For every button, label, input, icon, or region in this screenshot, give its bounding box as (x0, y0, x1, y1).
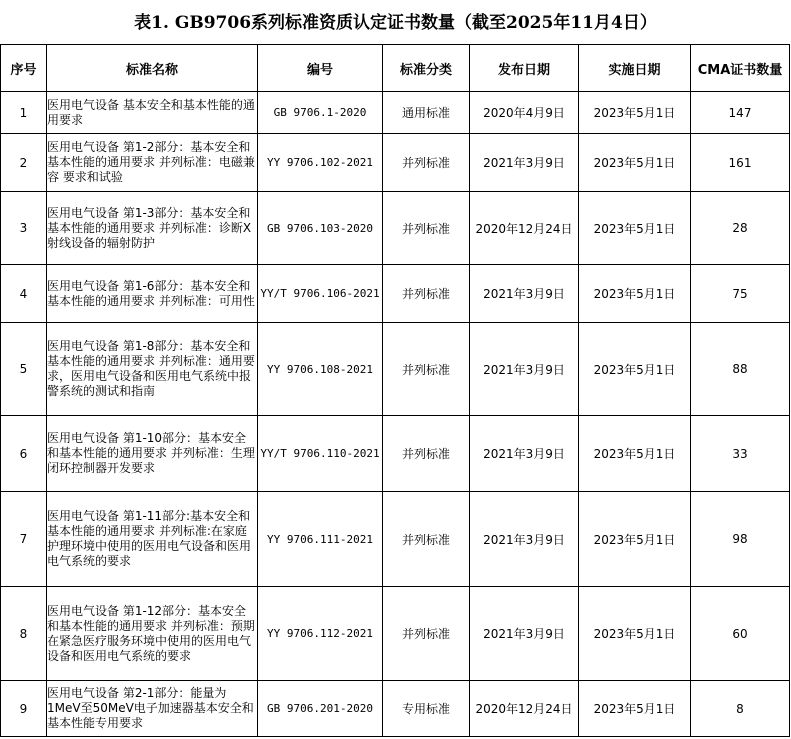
table-row (1, 265, 790, 323)
cell-code: YY 9706.112-2021 (258, 587, 383, 681)
table-row (1, 681, 790, 737)
cell-implement-date: 2023年5月1日 (579, 492, 691, 587)
cell-implement-date: 2023年5月1日 (579, 134, 691, 192)
cell-cma-count: 33 (691, 416, 790, 492)
cell-name: 医用电气设备 第2-1部分：能量为1MeV至50MeV电子加速器基本安全和基本性能专用要求 (47, 681, 258, 737)
cell-category: 并列标准 (383, 192, 470, 265)
standards-table (0, 44, 790, 737)
cell-name: 医用电气设备 第1-3部分：基本安全和基本性能的通用要求 并列标准：诊断X射线设备的辐射防护 (47, 192, 258, 265)
table-row (1, 323, 790, 416)
cell-implement-date: 2023年5月1日 (579, 416, 691, 492)
cell-name: 医用电气设备 第1-12部分：基本安全和基本性能的通用要求 并列标准：预期在紧急医疗服务环境中使用的医用电气设备和医用电气系统的要求 (47, 587, 258, 681)
header-cma-count: CMA证书数量 (691, 45, 790, 92)
header-seq: 序号 (1, 45, 47, 92)
cell-implement-date: 2023年5月1日 (579, 587, 691, 681)
cell-name: 医用电气设备 第1-2部分：基本安全和基本性能的通用要求 并列标准：电磁兼容 要求和试验 (47, 134, 258, 192)
cell-category: 并列标准 (383, 323, 470, 416)
cell-publish-date: 2021年3月9日 (470, 323, 579, 416)
cell-cma-count: 28 (691, 192, 790, 265)
cell-seq: 1 (1, 92, 47, 134)
cell-seq: 5 (1, 323, 47, 416)
header-name: 标准名称 (47, 45, 258, 92)
cell-publish-date: 2021年3月9日 (470, 134, 579, 192)
cell-cma-count: 161 (691, 134, 790, 192)
cell-implement-date: 2023年5月1日 (579, 265, 691, 323)
table-row (1, 416, 790, 492)
cell-seq: 7 (1, 492, 47, 587)
cell-cma-count: 147 (691, 92, 790, 134)
cell-publish-date: 2021年3月9日 (470, 416, 579, 492)
cell-name: 医用电气设备 第1-8部分：基本安全和基本性能的通用要求 并列标准：通用要求，医用电气设备和医用电气系统中报警系统的测试和指南 (47, 323, 258, 416)
cell-publish-date: 2020年12月24日 (470, 681, 579, 737)
header-row (1, 45, 790, 92)
header-implement-date: 实施日期 (579, 45, 691, 92)
cell-category: 并列标准 (383, 587, 470, 681)
cell-publish-date: 2021年3月9日 (470, 587, 579, 681)
cell-seq: 6 (1, 416, 47, 492)
table-title: 表1. GB9706系列标准资质认定证书数量（截至2025年11月4日） (134, 13, 657, 33)
cell-publish-date: 2020年4月9日 (470, 92, 579, 134)
cell-publish-date: 2021年3月9日 (470, 492, 579, 587)
cell-implement-date: 2023年5月1日 (579, 323, 691, 416)
cell-category: 并列标准 (383, 492, 470, 587)
cell-code: YY 9706.111-2021 (258, 492, 383, 587)
header-code: 编号 (258, 45, 383, 92)
table-row (1, 587, 790, 681)
cell-publish-date: 2020年12月24日 (470, 192, 579, 265)
cell-implement-date: 2023年5月1日 (579, 92, 691, 134)
cell-implement-date: 2023年5月1日 (579, 192, 691, 265)
cell-cma-count: 88 (691, 323, 790, 416)
header-publish-date: 发布日期 (470, 45, 579, 92)
cell-implement-date: 2023年5月1日 (579, 681, 691, 737)
header-category: 标准分类 (383, 45, 470, 92)
cell-code: YY/T 9706.106-2021 (258, 265, 383, 323)
cell-name: 医用电气设备 第1-11部分:基本安全和基本性能的通用要求 并列标准:在家庭护理环境中使用的医用电气设备和医用电气系统的要求 (47, 492, 258, 587)
cell-cma-count: 98 (691, 492, 790, 587)
cell-cma-count: 75 (691, 265, 790, 323)
cell-code: GB 9706.201-2020 (258, 681, 383, 737)
cell-category: 并列标准 (383, 416, 470, 492)
table-row (1, 192, 790, 265)
cell-cma-count: 60 (691, 587, 790, 681)
cell-category: 并列标准 (383, 134, 470, 192)
cell-code: YY 9706.108-2021 (258, 323, 383, 416)
cell-seq: 8 (1, 587, 47, 681)
cell-seq: 9 (1, 681, 47, 737)
cell-name: 医用电气设备 第1-6部分：基本安全和基本性能的通用要求 并列标准：可用性 (47, 265, 258, 323)
cell-code: GB 9706.1-2020 (258, 92, 383, 134)
cell-seq: 4 (1, 265, 47, 323)
cell-category: 通用标准 (383, 92, 470, 134)
cell-publish-date: 2021年3月9日 (470, 265, 579, 323)
cell-code: YY/T 9706.110-2021 (258, 416, 383, 492)
cell-category: 专用标准 (383, 681, 470, 737)
cell-seq: 3 (1, 192, 47, 265)
cell-code: GB 9706.103-2020 (258, 192, 383, 265)
table-row (1, 92, 790, 134)
cell-name: 医用电气设备 基本安全和基本性能的通用要求 (47, 92, 258, 134)
cell-cma-count: 8 (691, 681, 790, 737)
cell-seq: 2 (1, 134, 47, 192)
cell-code: YY 9706.102-2021 (258, 134, 383, 192)
cell-category: 并列标准 (383, 265, 470, 323)
cell-name: 医用电气设备 第1-10部分：基本安全和基本性能的通用要求 并列标准：生理闭环控制器开发要求 (47, 416, 258, 492)
table-row (1, 134, 790, 192)
table-row (1, 492, 790, 587)
